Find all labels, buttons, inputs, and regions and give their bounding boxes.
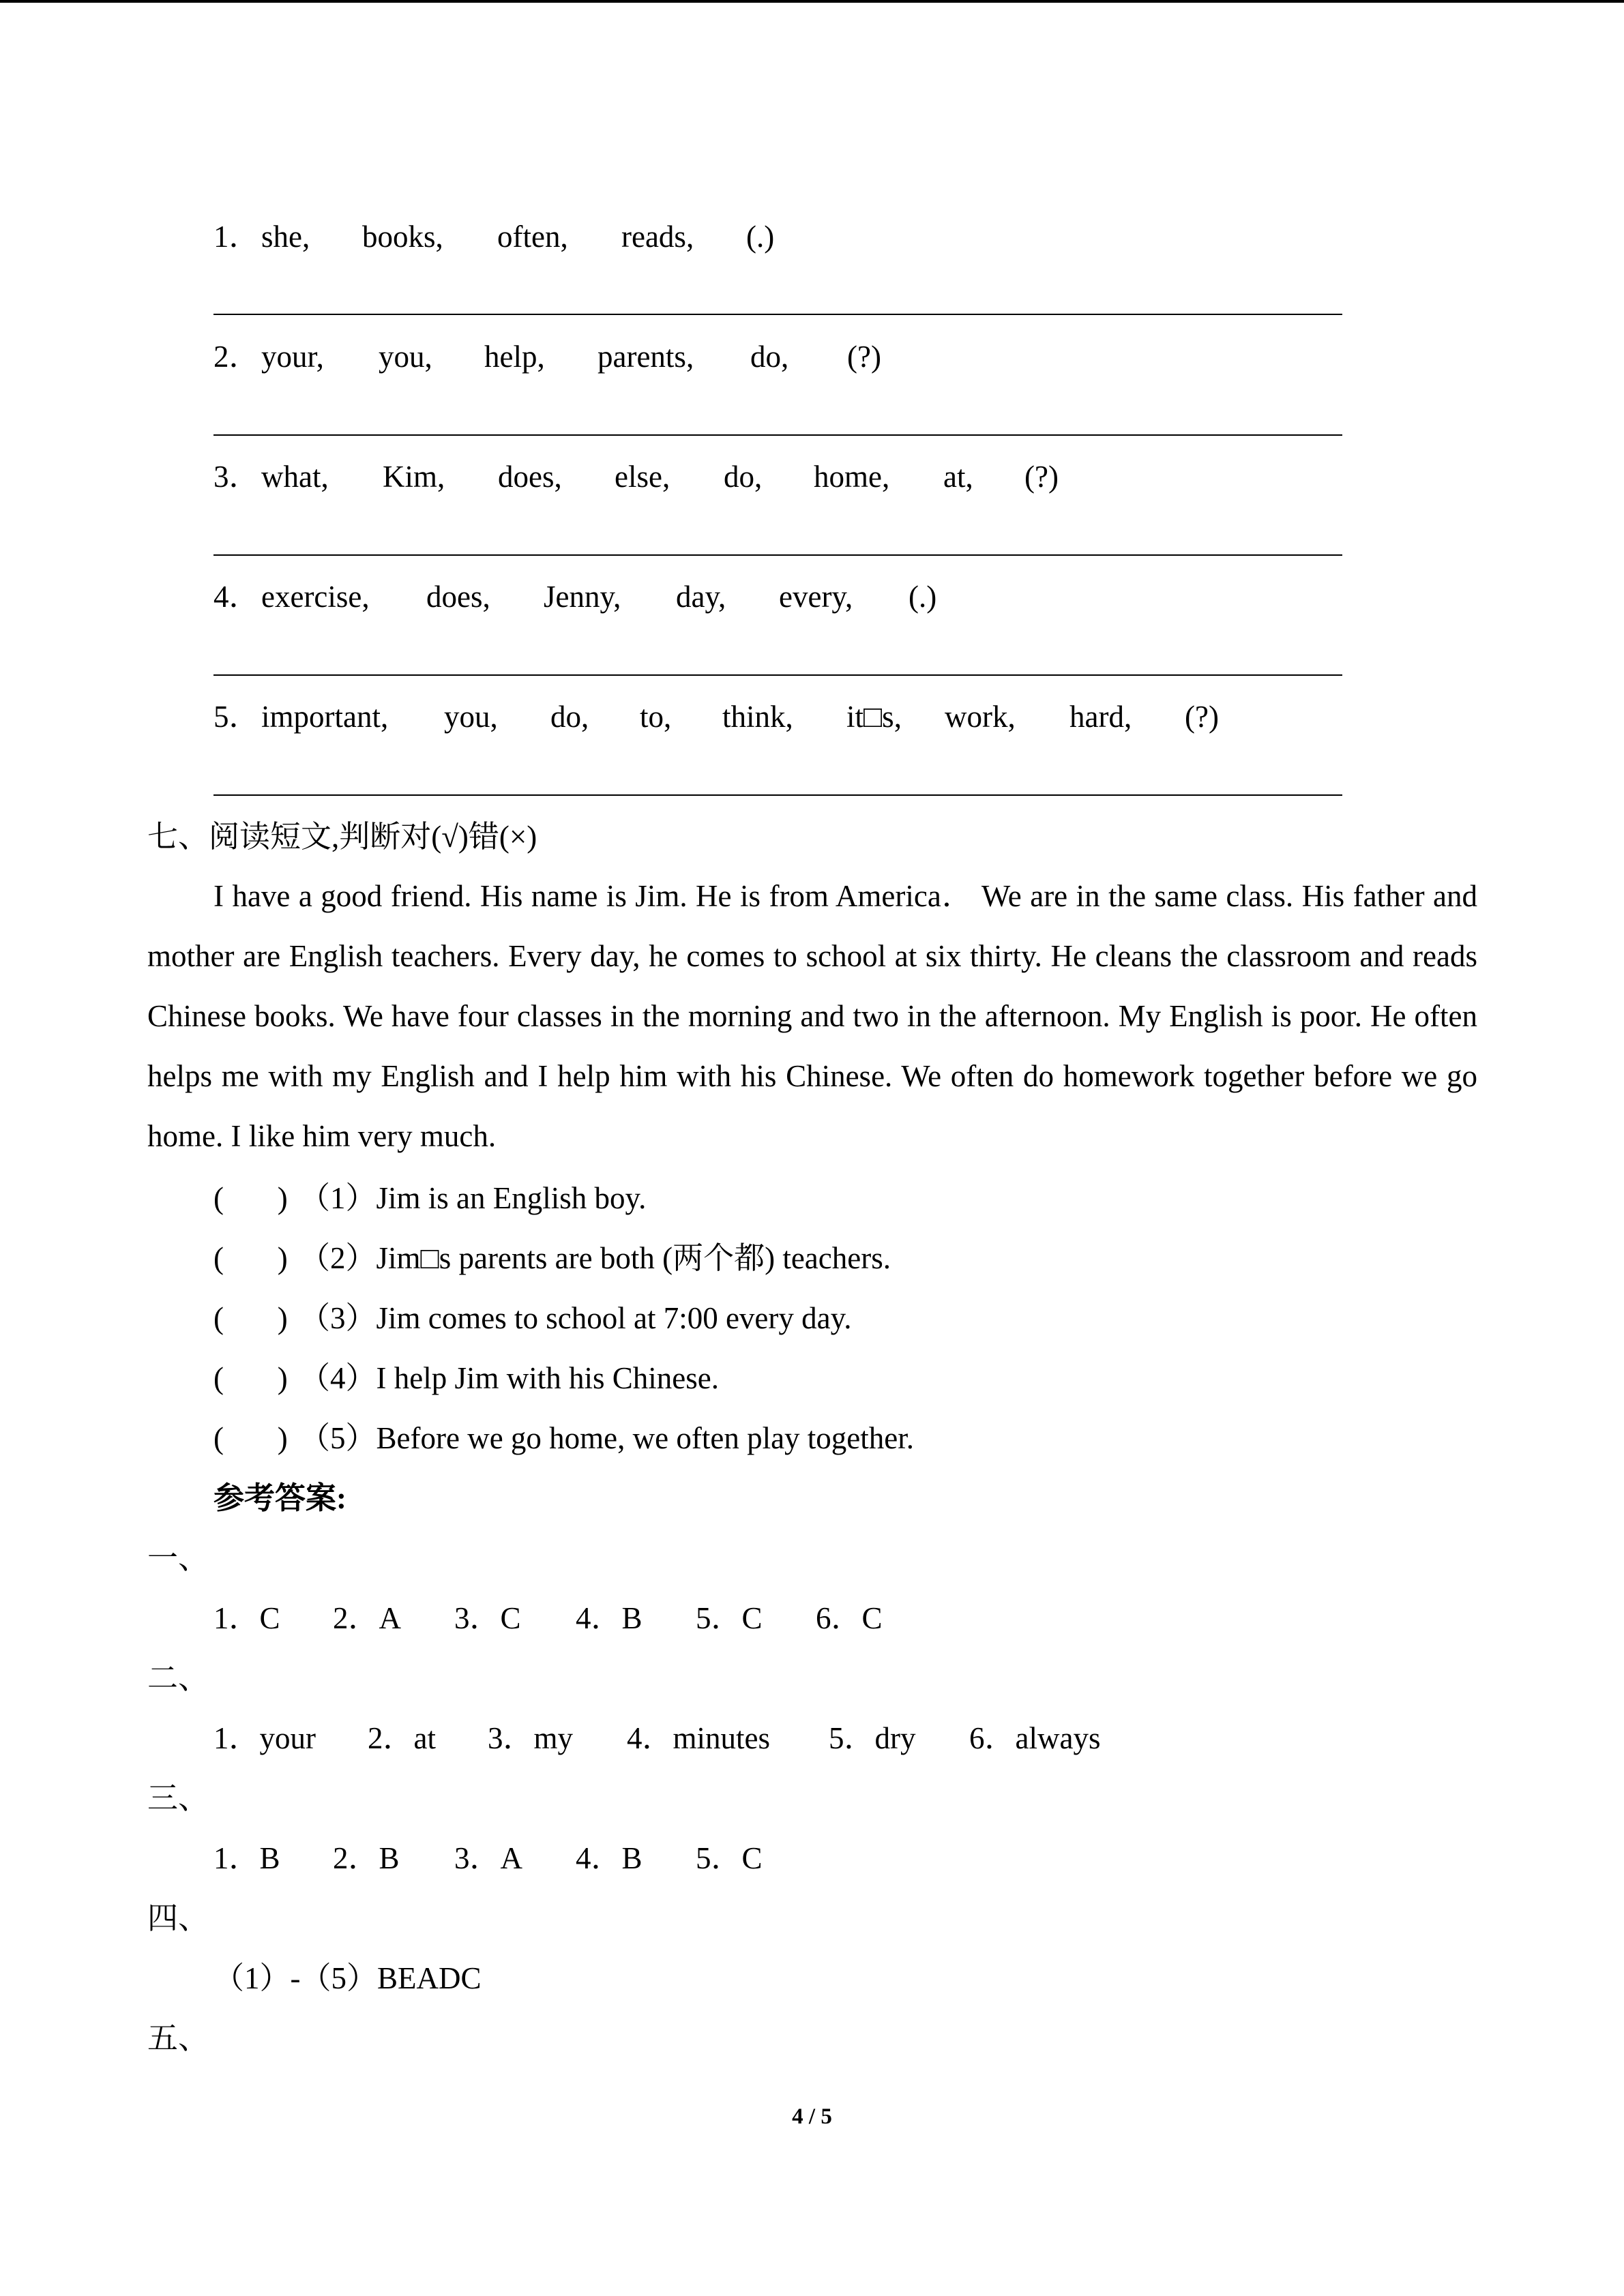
answer-line-5[interactable]	[213, 794, 1342, 796]
word: (?)	[1185, 700, 1219, 734]
question-text: I help Jim with his Chinese.	[376, 1361, 719, 1395]
item-number: 4．	[213, 580, 260, 614]
answer-item: 1．your	[213, 1721, 316, 1755]
word: it□s,	[846, 700, 902, 734]
word: think,	[722, 700, 793, 734]
page-top-border	[0, 0, 1624, 3]
answer-item: 5．C	[696, 1601, 763, 1635]
item-number: 5．	[213, 700, 260, 734]
answer-section-4-text: （1）-（5）BEADC	[213, 1961, 482, 1995]
question-text: Before we go home, we often play together.	[376, 1421, 915, 1455]
word: exercise,	[261, 580, 370, 614]
answer-section-3-items	[213, 1840, 763, 1877]
word: does,	[426, 580, 490, 614]
question-text: Jim is an English boy.	[376, 1181, 647, 1215]
word: to,	[640, 700, 672, 734]
word: you,	[444, 700, 498, 734]
answer-section-1-label: 一、	[147, 1541, 209, 1575]
answer-item: 4．B	[576, 1601, 643, 1635]
answer-section-4-label: 四、	[147, 1901, 209, 1935]
sentence-5	[213, 698, 1219, 735]
question-text: Jim comes to school at 7:00 every day.	[376, 1301, 852, 1335]
answer-item: 2．B	[333, 1841, 400, 1875]
word: often,	[497, 220, 568, 254]
answer-item: 2．at	[368, 1721, 436, 1755]
word: (?)	[1024, 460, 1059, 494]
answer-item: 4．minutes	[627, 1721, 770, 1755]
answer-section-2-label: 二、	[147, 1661, 209, 1695]
word: every,	[779, 580, 853, 614]
word: important,	[261, 700, 389, 734]
answer-section-3-label: 三、	[147, 1781, 209, 1815]
word: (.)	[746, 220, 775, 254]
question-number: （5）	[299, 1421, 377, 1455]
answer-item: 1．C	[213, 1601, 280, 1635]
answer-key-title: 参考答案:	[213, 1481, 346, 1515]
word: Jenny,	[544, 580, 621, 614]
question-2	[213, 1240, 891, 1277]
word: at,	[943, 460, 973, 494]
passage-text: I have a good friend. His name is Jim. He is from America． We are in the same class. His father and mother are English teachers. Every day, he comes to school at six thirty. He cleans the classroom and reads Chinese books. We have four classes in the morning and two in the afternoon. My English is poor. He often helps me with my English and I help him with his Chinese. We often do homework together before we go home. I like him very much.	[147, 879, 1477, 1153]
answer-line-3[interactable]	[213, 554, 1342, 556]
word: books,	[362, 220, 443, 254]
answer-item: 2．A	[333, 1601, 401, 1635]
item-number: 2．	[213, 340, 260, 374]
answer-section-5-label: 五、	[147, 2021, 209, 2055]
question-number: （1）	[299, 1181, 377, 1215]
answer-line-2[interactable]	[213, 434, 1342, 436]
question-3	[213, 1300, 851, 1337]
answer-item: 5．C	[696, 1841, 763, 1875]
word: your,	[261, 340, 324, 374]
answer-item: 3．C	[454, 1601, 521, 1635]
answer-bracket[interactable]: ( )	[213, 1181, 288, 1215]
answer-bracket[interactable]: ( )	[213, 1301, 288, 1335]
section-7-heading: 七、阅读短文,判断对(√)错(×)	[147, 820, 537, 854]
question-number: （3）	[299, 1301, 377, 1335]
word: else,	[615, 460, 670, 494]
item-number: 3．	[213, 460, 260, 494]
answer-item: 6．always	[969, 1721, 1101, 1755]
word: what,	[261, 460, 329, 494]
word: do,	[550, 700, 589, 734]
word: day,	[676, 580, 726, 614]
answer-bracket[interactable]: ( )	[213, 1241, 288, 1275]
word: does,	[498, 460, 562, 494]
answer-item: 4．B	[576, 1841, 643, 1875]
question-number: （4）	[299, 1361, 377, 1395]
question-number: （2）	[299, 1241, 377, 1275]
sentence-4	[213, 578, 936, 615]
sentence-2	[213, 338, 881, 375]
answer-item: 1．B	[213, 1841, 280, 1875]
answer-item: 6．C	[816, 1601, 883, 1635]
item-number: 1．	[213, 220, 260, 254]
answer-line-4[interactable]	[213, 674, 1342, 676]
page-number: 4 / 5	[792, 2104, 832, 2129]
word: home,	[814, 460, 890, 494]
sentence-1	[213, 218, 774, 255]
answer-section-1-items	[213, 1600, 883, 1637]
word: (?)	[847, 340, 881, 374]
word: hard,	[1069, 700, 1132, 734]
answer-section-2-items	[213, 1720, 1100, 1757]
word: reads,	[621, 220, 694, 254]
question-1	[213, 1180, 646, 1217]
word: do,	[750, 340, 789, 374]
word: you,	[379, 340, 432, 374]
question-4	[213, 1360, 719, 1397]
answer-item: 5．dry	[829, 1721, 916, 1755]
question-text: Jim□s parents are both (两个都) teachers.	[376, 1241, 891, 1275]
answer-line-1[interactable]	[213, 314, 1342, 315]
word: do,	[724, 460, 763, 494]
word: she,	[261, 220, 310, 254]
sentence-3	[213, 458, 1059, 495]
word: parents,	[597, 340, 694, 374]
answer-item: 3．A	[454, 1841, 522, 1875]
answer-bracket[interactable]: ( )	[213, 1421, 288, 1455]
reading-passage	[147, 866, 1477, 1166]
answer-item: 3．my	[488, 1721, 574, 1755]
word: work,	[945, 700, 1016, 734]
word: (.)	[909, 580, 937, 614]
word: help,	[484, 340, 545, 374]
word: Kim,	[383, 460, 445, 494]
answer-bracket[interactable]: ( )	[213, 1361, 288, 1395]
question-5	[213, 1420, 914, 1457]
